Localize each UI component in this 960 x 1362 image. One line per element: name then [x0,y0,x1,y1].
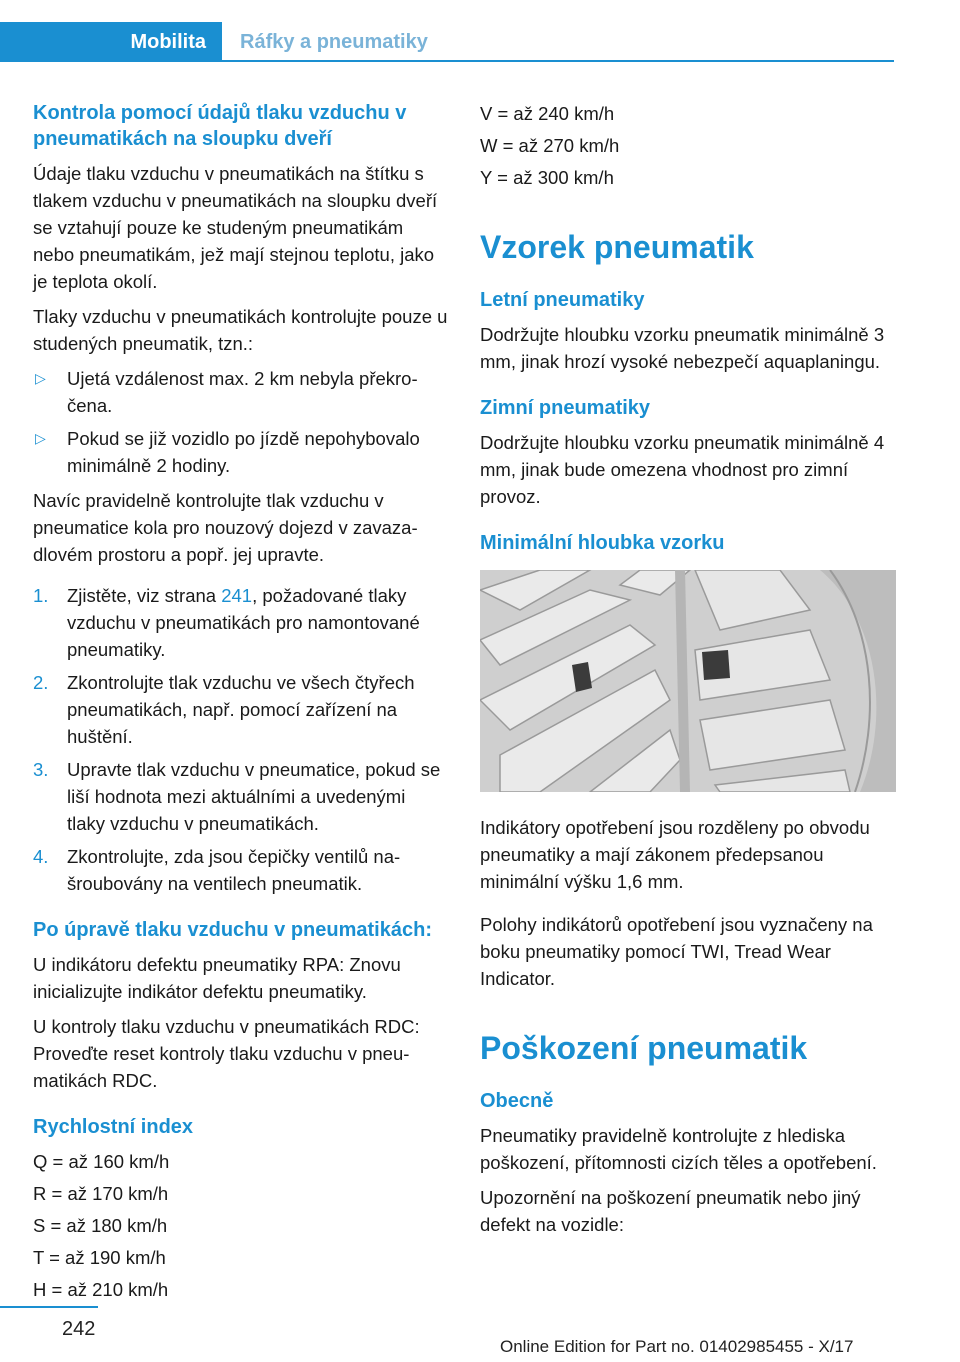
step-number: 3. [33,759,49,780]
speed-item: T = až 190 km/h [33,1247,166,1268]
paragraph: Dodržujte hloubku vzorku pneumatik minimálně 3 mm, jinak hrozí vysoké nebezpečí aquaplaningu. [480,324,885,372]
section-title-general: Obecně [480,1090,554,1112]
speed-item: W = až 270 km/h [480,135,620,156]
section-title-door-pillar: Kontrola pomocí údajů tlaku vzduchu v pneumatikách na sloupku dveří [33,102,407,150]
list-item [33,582,448,663]
step-text: Zkontrolujte tlak vzduchu ve všech čtyřech pneumatikách, např. pomocí zařízení na huštění. [67,672,415,747]
speed-item: S = až 180 km/h [33,1215,168,1236]
page-header [0,0,960,66]
list-item [33,365,448,419]
footer-edition: Online Edition for Part no. 01402985455 - X/17 [500,1337,854,1356]
triangle-bullet-icon: ▷ [35,370,46,386]
section-heading-damage: Poškození pneumatik [480,1030,808,1066]
section-title-winter: Zimní pneumatiky [480,397,651,419]
paragraph: Údaje tlaku vzduchu v pneumatikách na štítku s tlakem vzduchu v pneumatikách na sloupku dveří se vztahují pouze ke studeným pneumatikám nebo pneumatikám, jež mají stejnou teplotu, jako je teplota okolí. [33,163,438,292]
paragraph: U kontroly tlaku vzduchu v pneumatikách RDC: Proveďte reset kontroly tlaku vzduchu v pneumatikách RDC. [33,1016,420,1091]
bullet-list [33,365,448,479]
section-title-after-adjust: Po úpravě tlaku vzduchu v pneumatikách: [33,919,432,941]
step-text: Zkontrolujte, zda jsou čepičky ventilů našroubovány na ventilech pneumatik. [67,846,401,894]
header-rule [222,60,894,62]
step-text: Upravte tlak vzduchu v pneumatice, pokud se liší hodnota mezi aktuálními a uvedenými tlaky vzduchu v pneumatikách. [67,759,441,834]
list-item [33,756,448,837]
speed-item: R = až 170 km/h [33,1183,169,1204]
paragraph: Dodržujte hloubku vzorku pneumatik minimálně 4 mm, jinak bude omezena vhodnost pro zimní provoz. [480,432,885,507]
page-number: 242 [62,1318,96,1340]
list-item [33,843,448,897]
step-text: Zjistěte, viz strana [67,585,222,606]
paragraph: Indikátory opotřebení jsou rozděleny po obvodu pneumatiky a mají zákonem předepsanou minimální výšku 1,6 mm. [480,817,870,892]
triangle-bullet-icon: ▷ [35,430,46,446]
header-tab-mobilita: Mobilita [0,22,222,62]
speed-list [33,1148,448,1303]
speed-item: H = až 210 km/h [33,1279,169,1300]
speed-item: V = až 240 km/h [480,103,615,124]
numbered-list [33,582,448,897]
header-tab-rafky: Ráfky a pneumatiky [240,30,428,53]
left-column [33,100,448,1308]
tire-tread-illustration [480,570,896,792]
page-link[interactable]: 241 [221,585,253,606]
speed-item: Q = až 160 km/h [33,1151,170,1172]
section-heading-tread: Vzorek pneumatik [480,229,754,265]
page-number-rule [0,1306,98,1308]
step-number: 4. [33,846,49,867]
step-text: , požadované tlaky vzduchu v pneumatikách pro namontované pneumatiky. [67,585,420,660]
section-title-speed-index: Rychlostní index [33,1116,194,1138]
list-item-text: Pokud se již vozidlo po jízdě nepohybovalo minimálně 2 hodiny. [67,428,420,476]
list-item-text: Ujetá vzdálenost max. 2 km nebyla překročena. [67,368,418,416]
step-number: 1. [33,585,49,606]
list-item [33,669,448,750]
paragraph: U indikátoru defektu pneumatiky RPA: Znovu inicializujte indikátor defektu pneumatiky. [33,954,401,1002]
section-title-min-depth: Minimální hloubka vzorku [480,532,725,554]
section-title-summer: Letní pneumatiky [480,289,645,311]
paragraph: Navíc pravidelně kontrolujte tlak vzduchu v pneumatice kola pro nouzový dojezd v zavazadlovém prostoru a popř. jej upravte. [33,490,418,565]
paragraph: Pneumatiky pravidelně kontrolujte z hlediska poškození, přítomnosti cizích těles a opotřebení. [480,1125,877,1173]
list-item [33,425,448,479]
paragraph: Tlaky vzduchu v pneumatikách kontrolujte pouze u studených pneumatik, tzn.: [33,306,448,354]
right-column [480,100,896,1246]
step-number: 2. [33,672,49,693]
speed-item: Y = až 300 km/h [480,167,614,188]
paragraph: Upozornění na poškození pneumatik nebo jiný defekt na vozidle: [480,1187,861,1235]
speed-list [480,100,896,191]
paragraph: Polohy indikátorů opotřebení jsou vyznačeny na boku pneumatiky pomocí TWI, Tread Wear Indicator. [480,914,873,989]
